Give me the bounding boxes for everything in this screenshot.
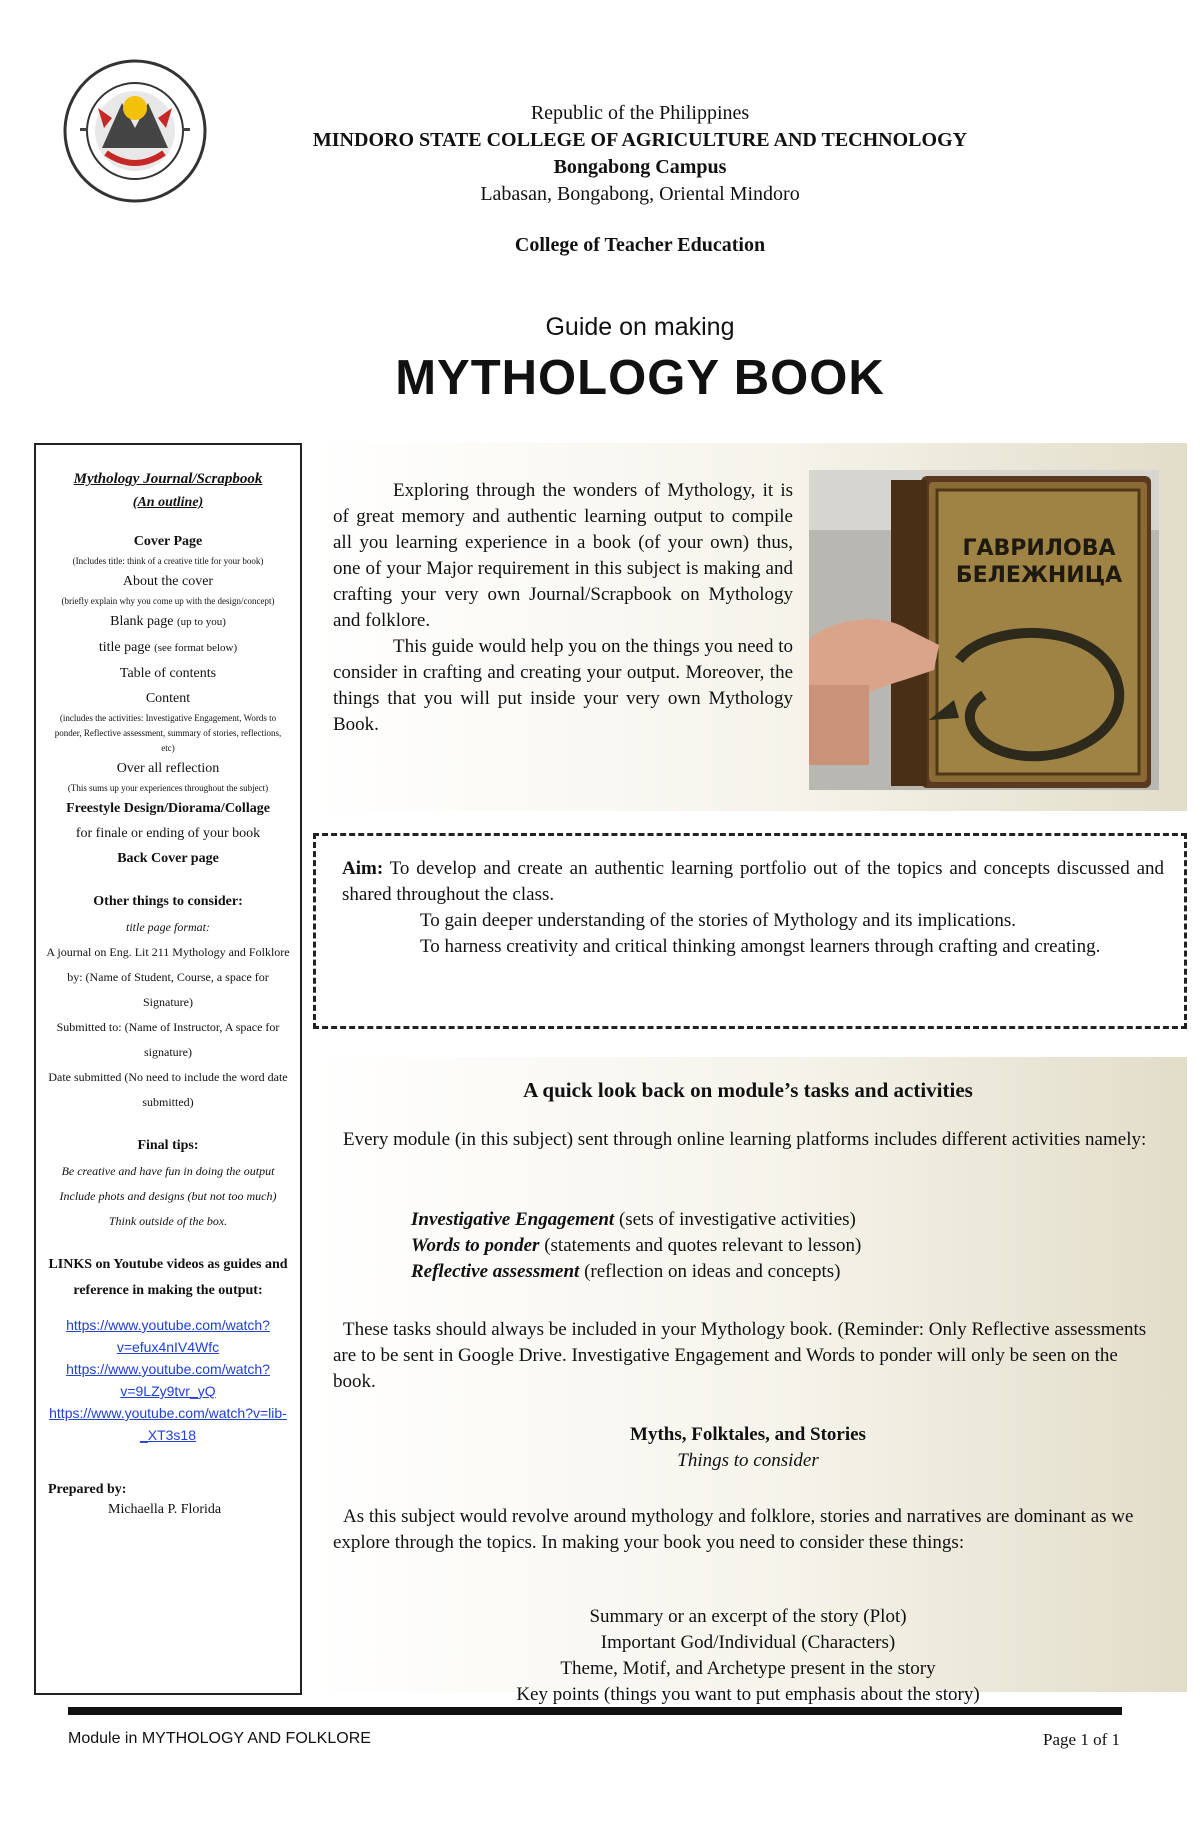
outline-item-note: (includes the activities: Investigative Engagement, Words to ponder, Reflective assessment, summary of stories, reflections, etc) [54,713,282,753]
campus-name: Bongabong Campus [553,156,727,178]
outline-item: Over all reflection [116,761,220,776]
outline-item-note: (This sums up your experiences throughout the subject) [67,783,269,793]
lookback-title: A quick look back on module’s tasks and activities [523,1078,973,1102]
outline-subtitle: (An outline) [132,495,204,510]
footer-module: Module in MYTHOLOGY AND FOLKLORE [68,1730,371,1747]
intro-text [333,478,793,738]
prepared-label: Prepared by: [48,1482,127,1497]
myths-subheading: Things to consider [677,1450,819,1471]
outline-item-note: (Includes title: think of a creative title for your book) [72,556,264,566]
lookback-intro: Every module (in this subject) sent through online learning platforms includes different activities namely: [343,1129,1147,1150]
guide-label: Guide on making [545,313,735,341]
outline-item: About the cover [122,574,214,589]
activity-item: Investigative Engagement (sets of investigative activities) [411,1209,856,1230]
outline-item: Back Cover page [117,851,219,866]
school-address: Labasan, Bongabong, Oriental Mindoro [480,183,800,205]
outline-item-note: (briefly explain why you come up with the design/concept) [61,596,275,606]
lookback-panel [313,1057,1187,1705]
final-tips-heading: Final tips: [137,1138,199,1153]
youtube-link[interactable]: https://www.youtube.com/watch?v=9LZy9tvr_yQ [66,1361,270,1399]
outline-item: title page (see format below) [98,640,238,655]
mythology-book-photo [809,470,1159,790]
myths-heading: Myths, Folktales, and Stories [630,1424,866,1445]
aim-line: To harness creativity and critical thinking amongst learners through crafting and creating. [420,936,1101,957]
college-name: College of Teacher Education [514,234,766,256]
school-name: MINDORO STATE COLLEGE OF AGRICULTURE AND TECHNOLOGY [312,129,968,151]
title-format-line: Submitted to: (Name of Instructor, A space for signature) [56,1020,280,1059]
book-cover-text: БЕЛЕЖНИЦА [955,563,1123,588]
footer-divider [68,1707,1122,1715]
intro-panel [313,443,1187,811]
youtube-links [36,1314,300,1446]
title-format-line: by: (Name of Student, Course, a space for Signature) [67,970,269,1009]
activity-item: Words to ponder (statements and quotes relevant to lesson) [411,1235,862,1256]
outline-item: Table of contents [119,666,217,681]
consider-list [333,1604,1163,1708]
activities-list [411,1207,1200,1285]
tip-item: Be creative and have fun in doing the output [61,1164,275,1178]
page-title: MYTHOLOGY BOOK [395,351,885,405]
footer-page-number: Page 1 of 1 [1043,1730,1120,1749]
title-format-line: A journal on Eng. Lit 211 Mythology and Folklore [46,945,290,959]
myths-paragraph: As this subject would revolve around mythology and folklore, stories and narratives are dominant as we explore through the topics. In making your book you need to consider these things: [333,1506,1134,1553]
aim-box [313,833,1187,1029]
intro-paragraph: This guide would help you on the things you need to consider in crafting and creating your output. Moreover, the things that you will put inside your very own Mythology Book. [333,636,794,735]
consider-item: Theme, Motif, and Archetype present in the story [560,1658,936,1679]
activity-item: Reflective assessment (reflection on ideas and concepts) [411,1261,841,1282]
aim-line: To gain deeper understanding of the stories of Mythology and its implications. [420,910,1017,931]
title-format-label: title page format: [126,920,210,934]
consider-item: Key points (things you want to put emphasis about the story) [516,1684,980,1705]
youtube-link[interactable]: https://www.youtube.com/watch?v=efux4nIV4Wfc [66,1317,270,1355]
aim-line: Aim: To develop and create an authentic learning portfolio out of the topics and concepts discussed and shared throughout the class. [342,858,1164,905]
book-cover-text: ГАВРИЛОВА [962,536,1116,561]
consider-item: Summary or an excerpt of the story (Plot) [589,1606,907,1627]
outline-item: Freestyle Design/Diorama/Collage [66,801,270,816]
consider-item: Important God/Individual (Characters) [600,1632,896,1653]
institution-block [160,100,1120,208]
outline-item: Blank page (up to you) [110,614,226,629]
outline-item: Cover Page [133,534,203,549]
prepared-by [36,1480,300,1520]
republic-line: Republic of the Philippines [530,102,750,124]
outline-sidebar [34,443,302,1695]
tip-item: Think outside of the box. [108,1214,228,1228]
preparer-name: Michaella P. Florida [108,1502,222,1517]
title-format-line: Date submitted (No need to include the word date submitted) [48,1070,288,1109]
outline-item: Content [145,691,191,706]
myths-heading-block [333,1422,1163,1474]
other-things-heading: Other things to consider: [93,894,243,909]
tasks-note: These tasks should always be included in your Mythology book. (Reminder: Only Reflective assessments are to be sent in Google Drive. Investigative Engagement and Words to ponder will only be seen on the book. [333,1319,1147,1392]
outline-title: Mythology Journal/Scrapbook [73,471,263,487]
intro-paragraph: Exploring through the wonders of Mythology, it is of great memory and authentic learning output to compile all you learning experience in a book (of your own) thus, one of your Major requirement in this subject is making and crafting your very own Journal/Scrapbook on Mythology and folklore. [333,480,793,631]
tip-item: Include phots and designs (but not too much) [59,1189,277,1203]
links-heading: LINKS on Youtube videos as guides and reference in making the output: [48,1257,288,1298]
youtube-link[interactable]: https://www.youtube.com/watch?v=lib-_XT3s18 [49,1405,287,1443]
outline-item: for finale or ending of your book [75,826,261,841]
document-header [0,0,1200,300]
